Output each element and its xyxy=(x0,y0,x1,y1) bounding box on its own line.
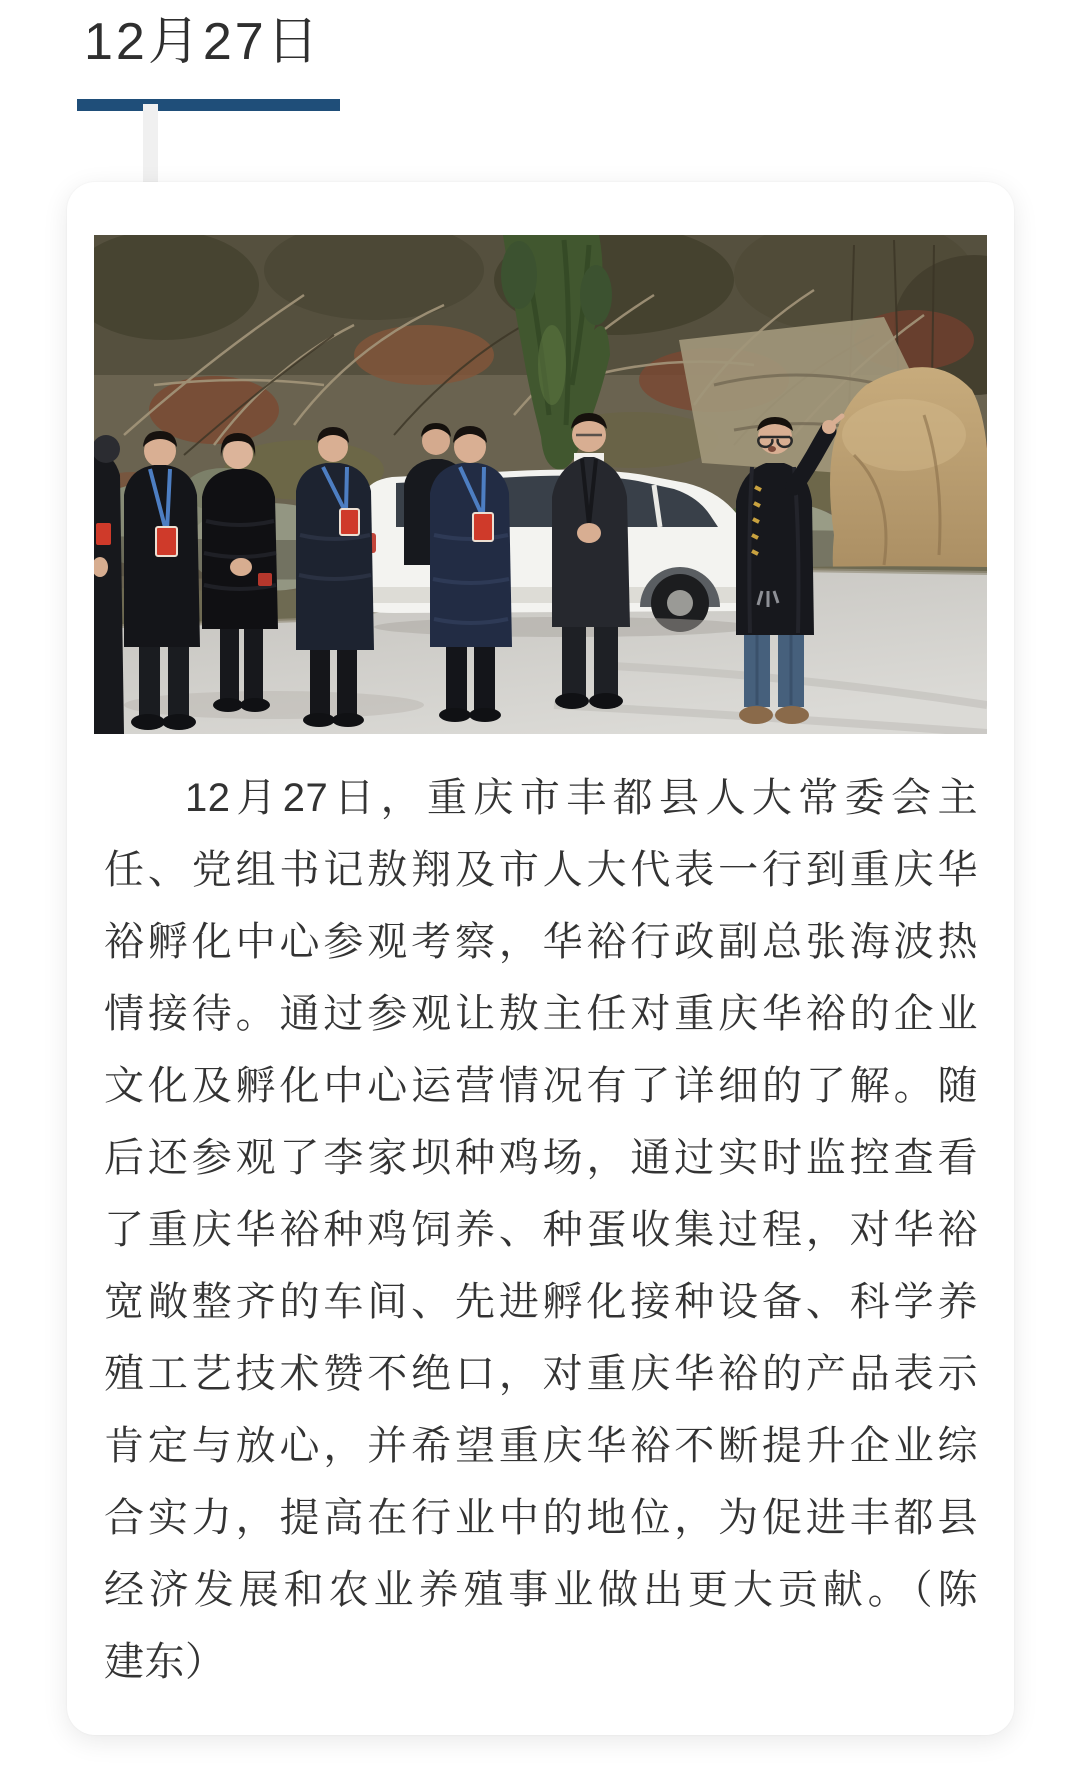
photo-illustration xyxy=(94,235,987,734)
person-edge xyxy=(94,435,124,734)
text-line: 12月27日，重庆市丰都县人大常委会主 xyxy=(185,776,978,820)
text-line: 殖工艺技术赞不绝口，对重庆华裕的产品表示 xyxy=(104,1352,978,1396)
text-line: 合实力，提高在行业中的地位，为促进丰都县 xyxy=(104,1496,978,1540)
text-line: 文化及孵化中心运营情况有了详细的了解。随 xyxy=(104,1064,978,1108)
text-line: 情接待。通过参观让敖主任对重庆华裕的企业 xyxy=(104,992,978,1036)
text-line: 建东） xyxy=(104,1640,226,1684)
text-line: 后还参观了李家坝种鸡场，通过实时监控查看 xyxy=(104,1136,978,1180)
date-underline xyxy=(77,99,340,111)
text-line: 宽敞整齐的车间、先进孵化接种设备、科学养 xyxy=(104,1280,978,1324)
date-title: 12月27日 xyxy=(84,13,322,71)
text-line: 裕孵化中心参观考察，华裕行政副总张海波热 xyxy=(104,920,978,964)
timeline-connector xyxy=(143,104,158,186)
text-line: 任、党组书记敖翔及市人大代表一行到重庆华 xyxy=(104,848,978,892)
text-line: 了重庆华裕种鸡饲养、种蛋收集过程，对华裕 xyxy=(104,1208,978,1252)
article-card xyxy=(67,182,1014,1735)
text-line: 经济发展和农业养殖事业做出更大贡献。（陈 xyxy=(104,1568,978,1612)
article-photo xyxy=(94,235,987,734)
article-text xyxy=(104,762,978,1698)
text-line: 肯定与放心，并希望重庆华裕不断提升企业综 xyxy=(104,1424,978,1468)
